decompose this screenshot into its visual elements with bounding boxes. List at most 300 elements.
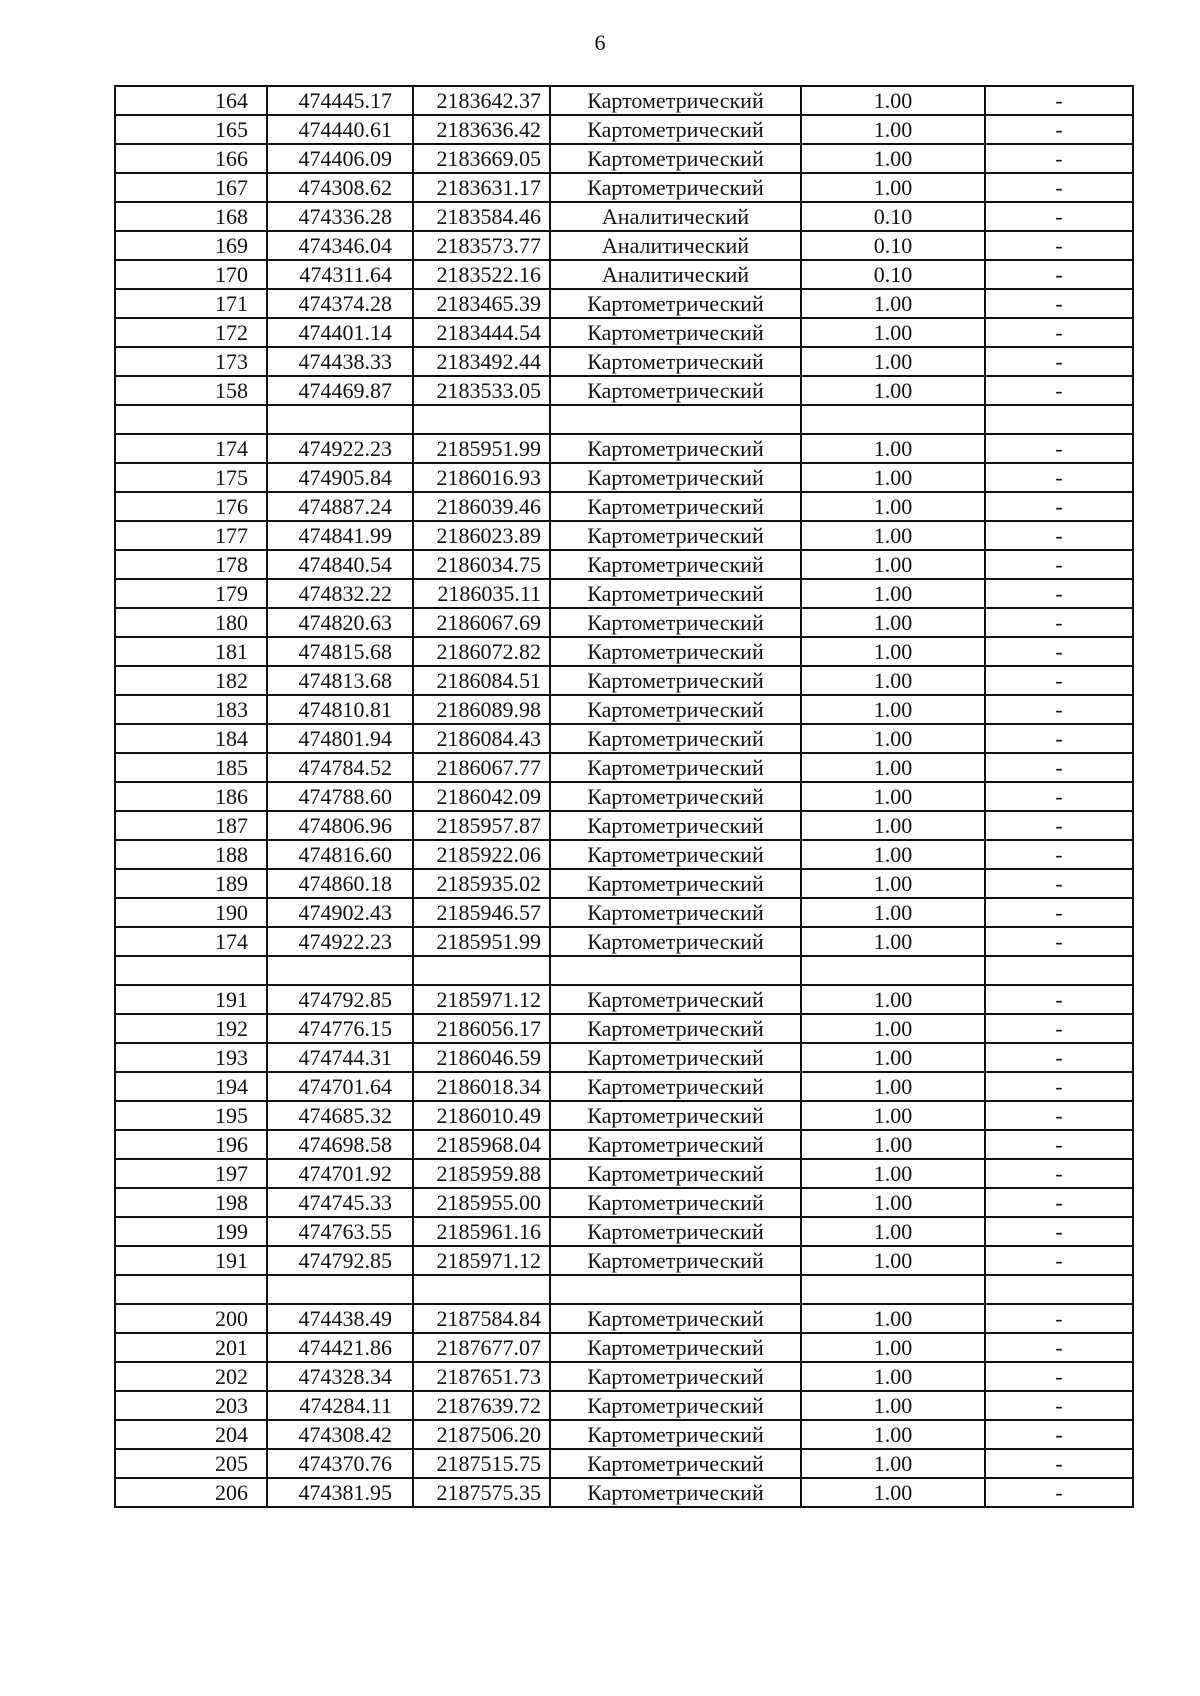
y-coordinate-cell: 2185968.04	[413, 1130, 550, 1159]
x-coordinate-cell: 474806.96	[267, 811, 413, 840]
method-cell: Картометрический	[550, 115, 801, 144]
method-cell: Аналитический	[550, 202, 801, 231]
x-coordinate-cell	[267, 1275, 413, 1304]
table-row	[115, 376, 1133, 405]
x-coordinate-cell: 474440.61	[267, 115, 413, 144]
description-cell: -	[985, 492, 1133, 521]
y-coordinate-cell	[413, 1275, 550, 1304]
method-cell: Картометрический	[550, 898, 801, 927]
y-coordinate-cell: 2186016.93	[413, 463, 550, 492]
point-number-cell: 181	[115, 637, 267, 666]
point-number-cell: 204	[115, 1420, 267, 1449]
description-cell: -	[985, 231, 1133, 260]
y-coordinate-cell: 2185971.12	[413, 985, 550, 1014]
description-cell: -	[985, 869, 1133, 898]
point-number-cell: 173	[115, 347, 267, 376]
x-coordinate-cell: 474815.68	[267, 637, 413, 666]
description-cell: -	[985, 753, 1133, 782]
page-number: 6	[594, 30, 606, 55]
x-coordinate-cell: 474311.64	[267, 260, 413, 289]
description-cell: -	[985, 1391, 1133, 1420]
point-number-cell: 189	[115, 869, 267, 898]
table-row	[115, 898, 1133, 927]
point-number-cell: 175	[115, 463, 267, 492]
accuracy-cell: 1.00	[801, 753, 985, 782]
method-cell	[550, 956, 801, 985]
description-cell: -	[985, 1333, 1133, 1362]
x-coordinate-cell: 474784.52	[267, 753, 413, 782]
point-number-cell: 174	[115, 927, 267, 956]
accuracy-cell: 1.00	[801, 1101, 985, 1130]
table-row	[115, 1159, 1133, 1188]
description-cell: -	[985, 550, 1133, 579]
point-number-cell: 164	[115, 86, 267, 115]
y-coordinate-cell: 2186034.75	[413, 550, 550, 579]
y-coordinate-cell: 2187651.73	[413, 1362, 550, 1391]
x-coordinate-cell: 474905.84	[267, 463, 413, 492]
description-cell: -	[985, 840, 1133, 869]
description-cell: -	[985, 115, 1133, 144]
y-coordinate-cell: 2186042.09	[413, 782, 550, 811]
method-cell: Картометрический	[550, 1304, 801, 1333]
x-coordinate-cell: 474792.85	[267, 985, 413, 1014]
table-row	[115, 985, 1133, 1014]
description-cell: -	[985, 202, 1133, 231]
point-number-cell: 167	[115, 173, 267, 202]
y-coordinate-cell: 2186018.34	[413, 1072, 550, 1101]
accuracy-cell: 1.00	[801, 1333, 985, 1362]
y-coordinate-cell: 2185955.00	[413, 1188, 550, 1217]
description-cell: -	[985, 521, 1133, 550]
point-number-cell: 165	[115, 115, 267, 144]
x-coordinate-cell: 474922.23	[267, 927, 413, 956]
table-row	[115, 318, 1133, 347]
point-number-cell: 174	[115, 434, 267, 463]
description-cell: -	[985, 811, 1133, 840]
x-coordinate-cell: 474744.31	[267, 1043, 413, 1072]
accuracy-cell: 1.00	[801, 1449, 985, 1478]
point-number-cell: 206	[115, 1478, 267, 1507]
y-coordinate-cell: 2186084.43	[413, 724, 550, 753]
table-row	[115, 579, 1133, 608]
table-row	[115, 144, 1133, 173]
x-coordinate-cell	[267, 405, 413, 434]
method-cell: Картометрический	[550, 579, 801, 608]
description-cell: -	[985, 637, 1133, 666]
table-row	[115, 1072, 1133, 1101]
accuracy-cell: 1.00	[801, 898, 985, 927]
accuracy-cell: 1.00	[801, 86, 985, 115]
description-cell	[985, 405, 1133, 434]
x-coordinate-cell: 474701.64	[267, 1072, 413, 1101]
method-cell: Картометрический	[550, 1391, 801, 1420]
x-coordinate-cell	[267, 956, 413, 985]
description-cell: -	[985, 347, 1133, 376]
point-number-cell: 166	[115, 144, 267, 173]
point-number-cell: 176	[115, 492, 267, 521]
y-coordinate-cell: 2186084.51	[413, 666, 550, 695]
accuracy-cell: 1.00	[801, 840, 985, 869]
method-cell: Картометрический	[550, 753, 801, 782]
method-cell: Картометрический	[550, 1478, 801, 1507]
method-cell: Картометрический	[550, 1217, 801, 1246]
point-number-cell: 169	[115, 231, 267, 260]
method-cell: Картометрический	[550, 985, 801, 1014]
method-cell	[550, 1275, 801, 1304]
x-coordinate-cell: 474438.33	[267, 347, 413, 376]
method-cell: Картометрический	[550, 782, 801, 811]
table-row	[115, 1101, 1133, 1130]
point-number-cell: 202	[115, 1362, 267, 1391]
point-number-cell	[115, 1275, 267, 1304]
method-cell: Картометрический	[550, 666, 801, 695]
point-number-cell: 191	[115, 1246, 267, 1275]
point-number-cell: 179	[115, 579, 267, 608]
table-row	[115, 550, 1133, 579]
table-row	[115, 1362, 1133, 1391]
method-cell: Картометрический	[550, 1246, 801, 1275]
point-number-cell: 188	[115, 840, 267, 869]
x-coordinate-cell: 474810.81	[267, 695, 413, 724]
description-cell: -	[985, 1159, 1133, 1188]
method-cell: Картометрический	[550, 289, 801, 318]
method-cell: Картометрический	[550, 869, 801, 898]
x-coordinate-cell: 474832.22	[267, 579, 413, 608]
table-row	[115, 1130, 1133, 1159]
accuracy-cell: 1.00	[801, 927, 985, 956]
x-coordinate-cell: 474813.68	[267, 666, 413, 695]
point-number-cell: 183	[115, 695, 267, 724]
x-coordinate-cell: 474284.11	[267, 1391, 413, 1420]
description-cell: -	[985, 695, 1133, 724]
y-coordinate-cell: 2186010.49	[413, 1101, 550, 1130]
table-separator-row	[115, 1275, 1133, 1304]
method-cell: Картометрический	[550, 463, 801, 492]
table-row	[115, 1478, 1133, 1507]
table-row	[115, 1391, 1133, 1420]
x-coordinate-cell: 474745.33	[267, 1188, 413, 1217]
accuracy-cell: 1.00	[801, 1072, 985, 1101]
accuracy-cell: 0.10	[801, 202, 985, 231]
y-coordinate-cell: 2185961.16	[413, 1217, 550, 1246]
method-cell: Картометрический	[550, 1101, 801, 1130]
x-coordinate-cell: 474469.87	[267, 376, 413, 405]
method-cell: Картометрический	[550, 840, 801, 869]
table-row	[115, 521, 1133, 550]
accuracy-cell: 1.00	[801, 811, 985, 840]
method-cell: Картометрический	[550, 347, 801, 376]
x-coordinate-cell: 474381.95	[267, 1478, 413, 1507]
y-coordinate-cell: 2187575.35	[413, 1478, 550, 1507]
point-number-cell: 172	[115, 318, 267, 347]
description-cell: -	[985, 1478, 1133, 1507]
description-cell: -	[985, 579, 1133, 608]
method-cell: Картометрический	[550, 550, 801, 579]
table-row	[115, 260, 1133, 289]
accuracy-cell	[801, 956, 985, 985]
x-coordinate-cell: 474887.24	[267, 492, 413, 521]
table-row	[115, 1188, 1133, 1217]
y-coordinate-cell: 2183533.05	[413, 376, 550, 405]
accuracy-cell: 1.00	[801, 695, 985, 724]
description-cell: -	[985, 724, 1133, 753]
accuracy-cell: 1.00	[801, 985, 985, 1014]
y-coordinate-cell: 2185951.99	[413, 434, 550, 463]
y-coordinate-cell	[413, 956, 550, 985]
table-row	[115, 1217, 1133, 1246]
description-cell: -	[985, 1130, 1133, 1159]
y-coordinate-cell: 2185946.57	[413, 898, 550, 927]
method-cell: Картометрический	[550, 1043, 801, 1072]
accuracy-cell: 1.00	[801, 1043, 985, 1072]
table-row	[115, 492, 1133, 521]
y-coordinate-cell: 2185971.12	[413, 1246, 550, 1275]
y-coordinate-cell: 2187506.20	[413, 1420, 550, 1449]
method-cell	[550, 405, 801, 434]
point-number-cell	[115, 405, 267, 434]
accuracy-cell: 1.00	[801, 115, 985, 144]
accuracy-cell: 1.00	[801, 637, 985, 666]
method-cell: Аналитический	[550, 231, 801, 260]
method-cell: Картометрический	[550, 927, 801, 956]
accuracy-cell: 1.00	[801, 1217, 985, 1246]
method-cell: Картометрический	[550, 1449, 801, 1478]
description-cell: -	[985, 289, 1133, 318]
point-number-cell: 182	[115, 666, 267, 695]
point-number-cell: 205	[115, 1449, 267, 1478]
accuracy-cell: 1.00	[801, 1188, 985, 1217]
description-cell: -	[985, 173, 1133, 202]
description-cell: -	[985, 782, 1133, 811]
table-row	[115, 724, 1133, 753]
description-cell: -	[985, 985, 1133, 1014]
method-cell: Картометрический	[550, 86, 801, 115]
description-cell: -	[985, 260, 1133, 289]
description-cell: -	[985, 1188, 1133, 1217]
point-number-cell: 180	[115, 608, 267, 637]
point-number-cell: 193	[115, 1043, 267, 1072]
description-cell: -	[985, 1449, 1133, 1478]
y-coordinate-cell: 2183584.46	[413, 202, 550, 231]
point-number-cell: 192	[115, 1014, 267, 1043]
accuracy-cell: 1.00	[801, 869, 985, 898]
accuracy-cell: 0.10	[801, 260, 985, 289]
y-coordinate-cell: 2185922.06	[413, 840, 550, 869]
x-coordinate-cell: 474308.62	[267, 173, 413, 202]
point-number-cell: 184	[115, 724, 267, 753]
table-row	[115, 173, 1133, 202]
point-number-cell: 199	[115, 1217, 267, 1246]
method-cell: Картометрический	[550, 492, 801, 521]
y-coordinate-cell: 2183573.77	[413, 231, 550, 260]
table-row	[115, 1449, 1133, 1478]
point-number-cell: 168	[115, 202, 267, 231]
table-row	[115, 202, 1133, 231]
method-cell: Картометрический	[550, 318, 801, 347]
x-coordinate-cell: 474902.43	[267, 898, 413, 927]
description-cell: -	[985, 376, 1133, 405]
y-coordinate-cell: 2183444.54	[413, 318, 550, 347]
accuracy-cell: 1.00	[801, 782, 985, 811]
method-cell: Картометрический	[550, 724, 801, 753]
table-separator-row	[115, 405, 1133, 434]
x-coordinate-cell: 474801.94	[267, 724, 413, 753]
description-cell	[985, 956, 1133, 985]
table-separator-row	[115, 956, 1133, 985]
method-cell: Картометрический	[550, 1072, 801, 1101]
accuracy-cell: 1.00	[801, 1391, 985, 1420]
x-coordinate-cell: 474841.99	[267, 521, 413, 550]
x-coordinate-cell: 474346.04	[267, 231, 413, 260]
table-row	[115, 753, 1133, 782]
y-coordinate-cell: 2185951.99	[413, 927, 550, 956]
accuracy-cell: 1.00	[801, 1420, 985, 1449]
method-cell: Картометрический	[550, 1188, 801, 1217]
x-coordinate-cell: 474308.42	[267, 1420, 413, 1449]
y-coordinate-cell: 2186089.98	[413, 695, 550, 724]
y-coordinate-cell: 2183631.17	[413, 173, 550, 202]
table-row	[115, 463, 1133, 492]
y-coordinate-cell	[413, 405, 550, 434]
point-number-cell: 158	[115, 376, 267, 405]
x-coordinate-cell: 474438.49	[267, 1304, 413, 1333]
description-cell: -	[985, 318, 1133, 347]
table-row	[115, 637, 1133, 666]
point-number-cell: 197	[115, 1159, 267, 1188]
x-coordinate-cell: 474922.23	[267, 434, 413, 463]
accuracy-cell: 1.00	[801, 608, 985, 637]
y-coordinate-cell: 2186039.46	[413, 492, 550, 521]
table-row	[115, 1333, 1133, 1362]
accuracy-cell: 1.00	[801, 1130, 985, 1159]
accuracy-cell: 1.00	[801, 521, 985, 550]
x-coordinate-cell: 474763.55	[267, 1217, 413, 1246]
accuracy-cell: 1.00	[801, 666, 985, 695]
y-coordinate-cell: 2183492.44	[413, 347, 550, 376]
accuracy-cell: 1.00	[801, 1478, 985, 1507]
table-row	[115, 115, 1133, 144]
method-cell: Картометрический	[550, 608, 801, 637]
description-cell: -	[985, 434, 1133, 463]
description-cell: -	[985, 666, 1133, 695]
accuracy-cell: 1.00	[801, 579, 985, 608]
point-number-cell: 201	[115, 1333, 267, 1362]
point-number-cell: 194	[115, 1072, 267, 1101]
accuracy-cell: 0.10	[801, 231, 985, 260]
point-number-cell: 198	[115, 1188, 267, 1217]
x-coordinate-cell: 474792.85	[267, 1246, 413, 1275]
x-coordinate-cell: 474698.58	[267, 1130, 413, 1159]
method-cell: Картометрический	[550, 173, 801, 202]
x-coordinate-cell: 474406.09	[267, 144, 413, 173]
y-coordinate-cell: 2186067.77	[413, 753, 550, 782]
method-cell: Картометрический	[550, 811, 801, 840]
accuracy-cell: 1.00	[801, 1246, 985, 1275]
method-cell: Картометрический	[550, 1130, 801, 1159]
method-cell: Картометрический	[550, 1333, 801, 1362]
x-coordinate-cell: 474788.60	[267, 782, 413, 811]
x-coordinate-cell: 474701.92	[267, 1159, 413, 1188]
point-number-cell: 200	[115, 1304, 267, 1333]
x-coordinate-cell: 474860.18	[267, 869, 413, 898]
method-cell: Картометрический	[550, 695, 801, 724]
description-cell: -	[985, 1014, 1133, 1043]
point-number-cell: 190	[115, 898, 267, 927]
x-coordinate-cell: 474336.28	[267, 202, 413, 231]
accuracy-cell: 1.00	[801, 144, 985, 173]
x-coordinate-cell: 474445.17	[267, 86, 413, 115]
point-number-cell: 178	[115, 550, 267, 579]
method-cell: Картометрический	[550, 521, 801, 550]
table-row	[115, 666, 1133, 695]
table-row	[115, 231, 1133, 260]
accuracy-cell: 1.00	[801, 1362, 985, 1391]
y-coordinate-cell: 2183636.42	[413, 115, 550, 144]
description-cell: -	[985, 463, 1133, 492]
table-row	[115, 1246, 1133, 1275]
x-coordinate-cell: 474328.34	[267, 1362, 413, 1391]
accuracy-cell: 1.00	[801, 289, 985, 318]
point-number-cell: 186	[115, 782, 267, 811]
accuracy-cell	[801, 1275, 985, 1304]
accuracy-cell: 1.00	[801, 173, 985, 202]
point-number-cell	[115, 956, 267, 985]
table-row	[115, 1420, 1133, 1449]
table-row	[115, 289, 1133, 318]
description-cell: -	[985, 1246, 1133, 1275]
method-cell: Картометрический	[550, 1014, 801, 1043]
description-cell: -	[985, 1217, 1133, 1246]
accuracy-cell: 1.00	[801, 1014, 985, 1043]
method-cell: Аналитический	[550, 260, 801, 289]
table-row	[115, 782, 1133, 811]
y-coordinate-cell: 2185957.87	[413, 811, 550, 840]
description-cell: -	[985, 927, 1133, 956]
point-number-cell: 185	[115, 753, 267, 782]
table-row	[115, 811, 1133, 840]
x-coordinate-cell: 474370.76	[267, 1449, 413, 1478]
method-cell: Картометрический	[550, 376, 801, 405]
description-cell: -	[985, 1101, 1133, 1130]
description-cell: -	[985, 86, 1133, 115]
table-row	[115, 1304, 1133, 1333]
accuracy-cell: 1.00	[801, 724, 985, 753]
point-number-cell: 191	[115, 985, 267, 1014]
point-number-cell: 203	[115, 1391, 267, 1420]
description-cell: -	[985, 144, 1133, 173]
description-cell: -	[985, 1362, 1133, 1391]
table-row	[115, 86, 1133, 115]
y-coordinate-cell: 2183522.16	[413, 260, 550, 289]
table-row	[115, 1043, 1133, 1072]
point-number-cell: 196	[115, 1130, 267, 1159]
accuracy-cell: 1.00	[801, 318, 985, 347]
accuracy-cell: 1.00	[801, 376, 985, 405]
table-row	[115, 869, 1133, 898]
description-cell: -	[985, 1304, 1133, 1333]
table-row	[115, 695, 1133, 724]
accuracy-cell: 1.00	[801, 347, 985, 376]
table-row	[115, 608, 1133, 637]
x-coordinate-cell: 474374.28	[267, 289, 413, 318]
y-coordinate-cell: 2187677.07	[413, 1333, 550, 1362]
table-row	[115, 927, 1133, 956]
y-coordinate-cell: 2183465.39	[413, 289, 550, 318]
accuracy-cell: 1.00	[801, 1159, 985, 1188]
accuracy-cell: 1.00	[801, 434, 985, 463]
y-coordinate-cell: 2186067.69	[413, 608, 550, 637]
x-coordinate-cell: 474421.86	[267, 1333, 413, 1362]
